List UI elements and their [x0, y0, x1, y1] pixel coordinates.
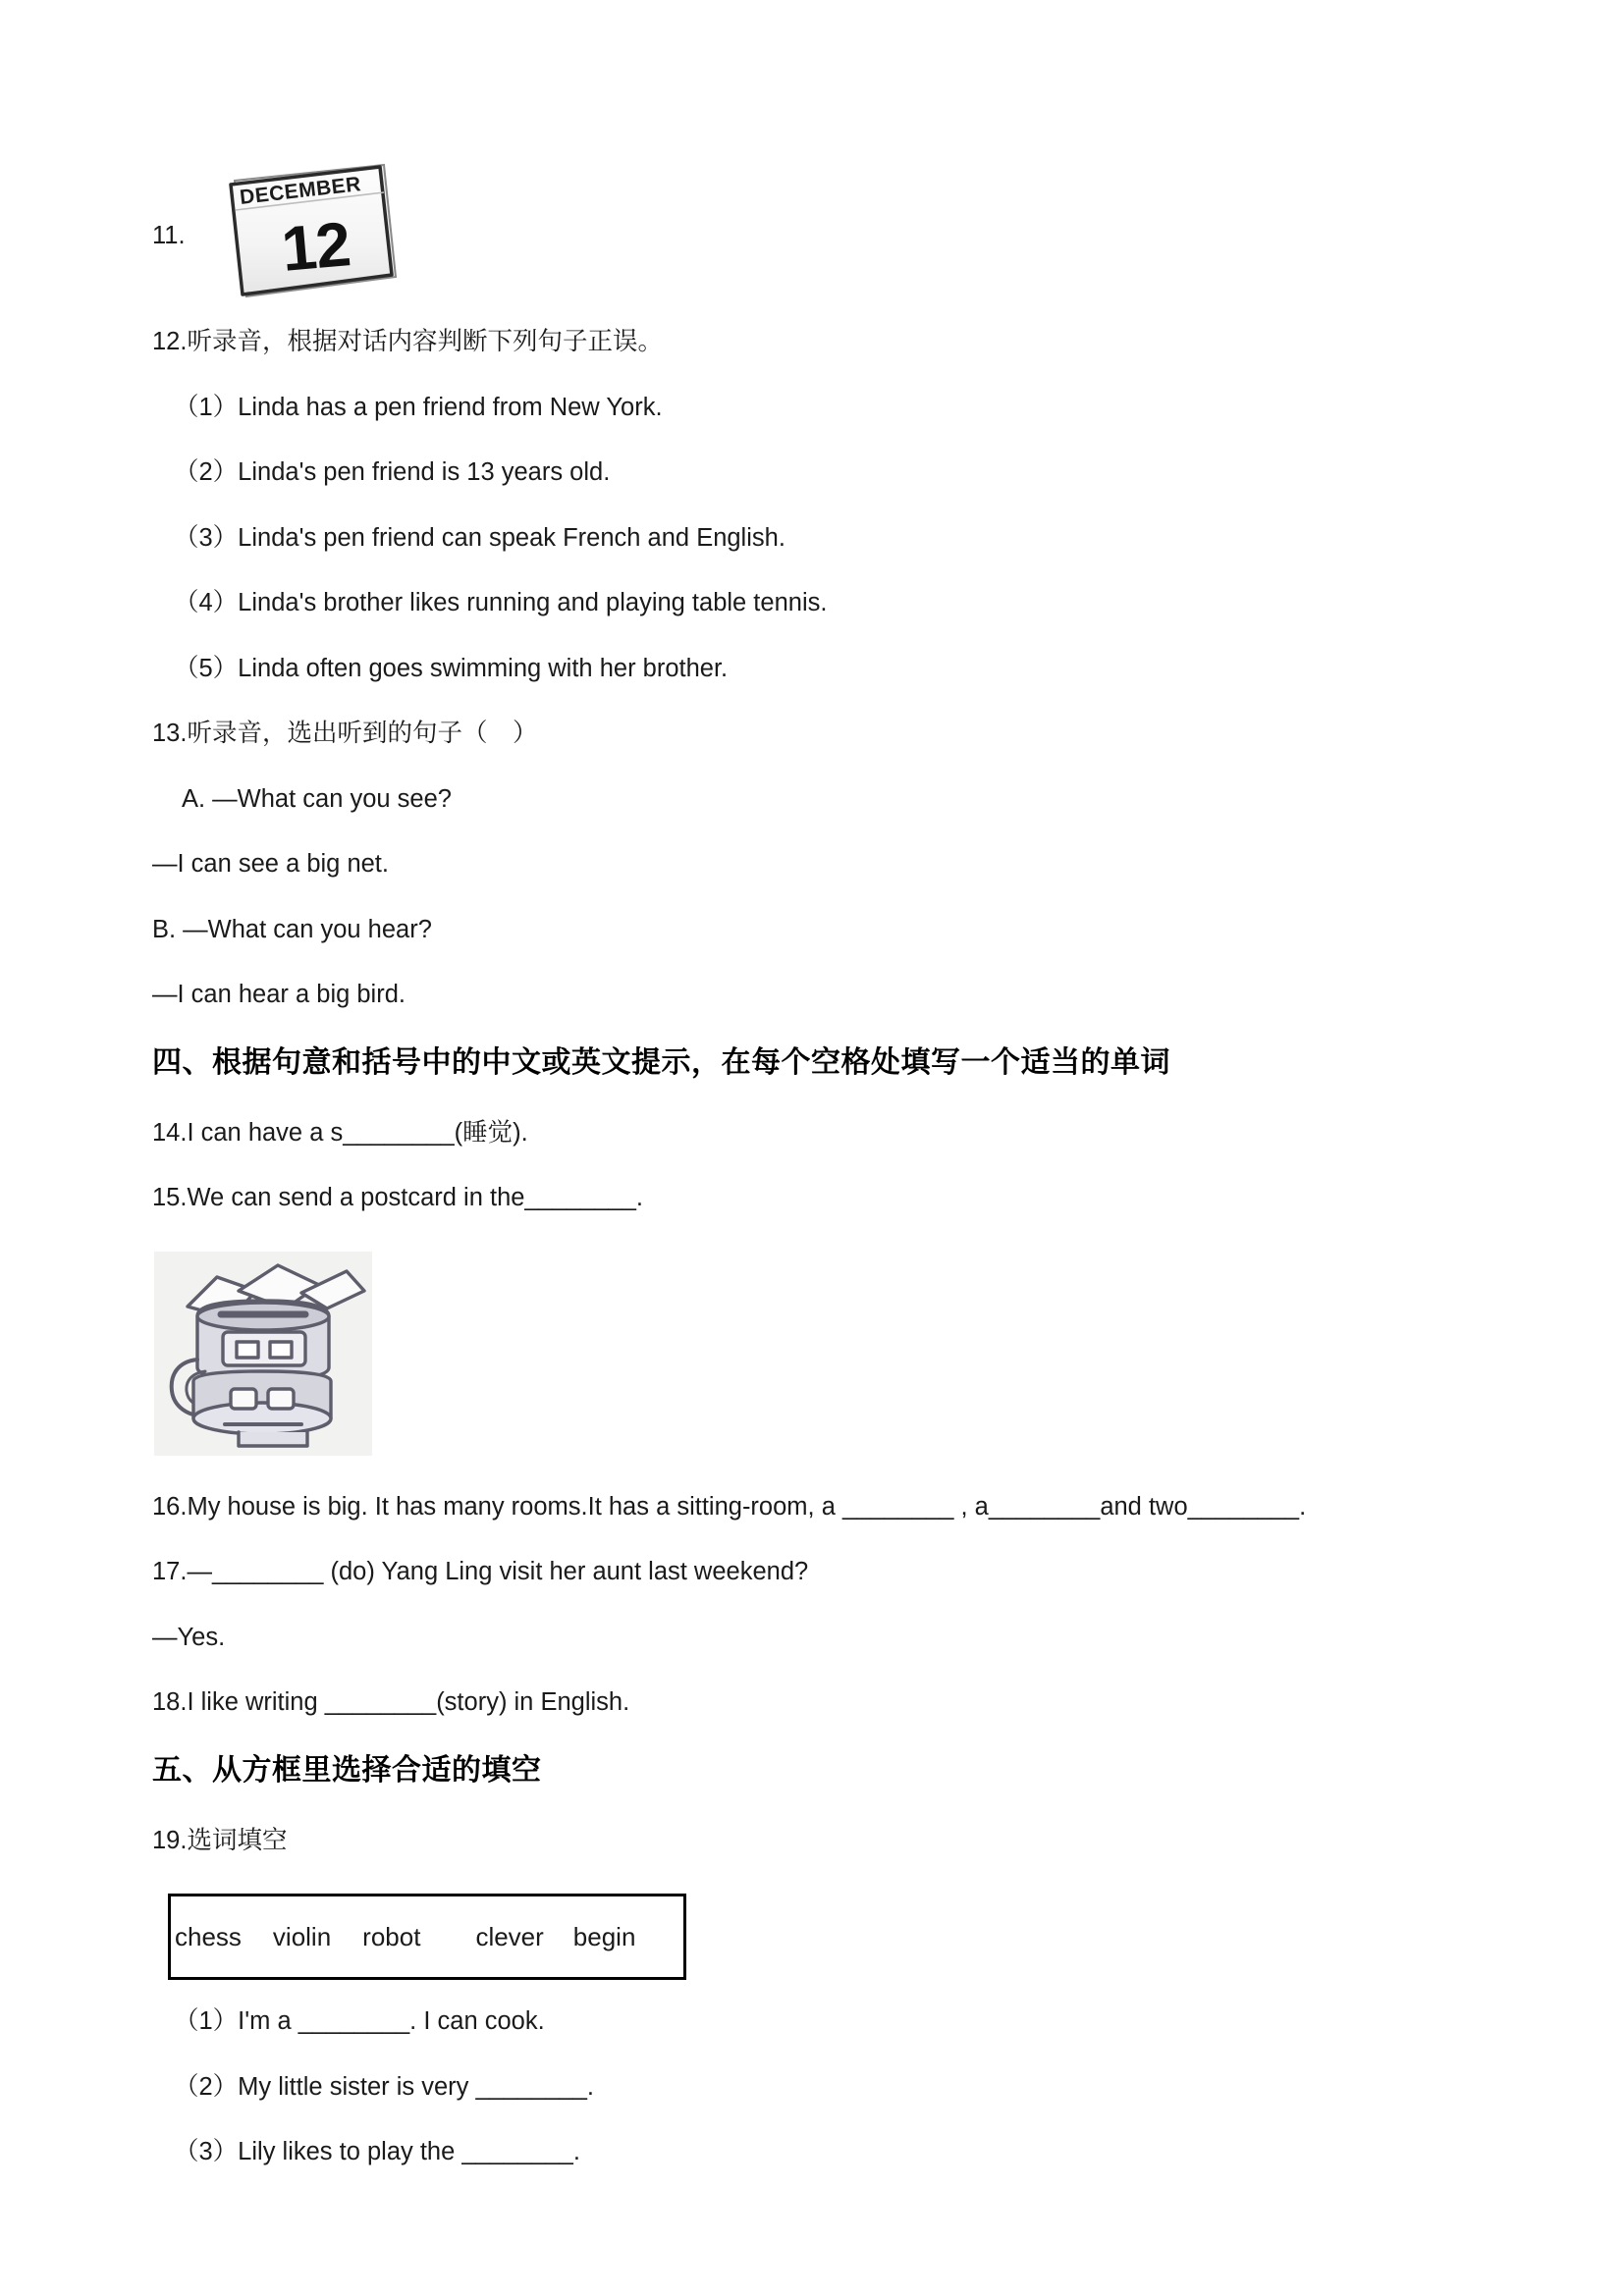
question-14: 14.I can have a s________(睡觉). [152, 1118, 528, 1147]
question-12-sub-5: （5）Linda often goes swimming with her brother. [174, 654, 729, 682]
question-19-sub-3: （3）Lily likes to play the ________. [174, 2138, 580, 2165]
word-bank-box [168, 1894, 686, 1980]
question-13-option-b: B. —What can you hear? [152, 915, 432, 943]
svg-text:12: 12 [278, 208, 353, 285]
question-11 [152, 147, 1468, 304]
word-bank-item-violin: violin [272, 1921, 332, 1951]
section-four-heading: 四、根据句意和括号中的中文或英文提示，在每个空格处填写一个适当的单词 [152, 1045, 1170, 1079]
section-five-heading: 五、从方框里选择合适的填空 [152, 1753, 542, 1787]
page-content [152, 147, 1468, 2206]
word-bank-item-chess: chess [175, 1921, 242, 1951]
calendar-icon [223, 155, 405, 300]
question-17-line-2: —Yes. [152, 1623, 226, 1651]
mailbox-icon [154, 1252, 372, 1456]
question-19-sub-2: （2）My little sister is very ________. [174, 2072, 594, 2101]
question-18: 18.I like writing ________(story) in English. [152, 1688, 630, 1716]
question-12-sub-4: （4）Linda's brother likes running and playing table tennis. [174, 589, 828, 616]
question-12-sub-1: （1）Linda has a pen friend from New York. [174, 393, 663, 421]
word-bank-item-begin: begin [572, 1921, 636, 1951]
question-17-line-1: 17.—________ (do) Yang Ling visit her aunt last weekend? [152, 1558, 809, 1585]
question-15: 15.We can send a postcard in the________. [152, 1184, 643, 1211]
question-12-sub-2: （2）Linda's pen friend is 13 years old. [174, 458, 611, 486]
question-12-sub-3: （3）Linda's pen friend can speak French and English. [174, 523, 785, 552]
question-13-option-b-answer: —I can hear a big bird. [152, 981, 406, 1008]
svg-text:DECEMBER: DECEMBER [238, 173, 362, 209]
question-16: 16.My house is big. It has many rooms.It has a sitting-room, a ________ , a________and two________. [152, 1492, 1307, 1521]
word-bank-item-robot: robot [362, 1921, 421, 1951]
word-bank-item-clever: clever [475, 1921, 544, 1951]
question-13-prompt: 13.听录音，选出听到的句子（ ） [152, 720, 538, 747]
question-12-prompt: 12.听录音，根据对话内容判断下列句子正误。 [152, 328, 663, 355]
question-19-prompt: 19.选词填空 [152, 1826, 288, 1854]
question-13-option-a: A. —What can you see? [182, 784, 452, 813]
question-11-number: 11. [152, 222, 186, 249]
question-13-option-a-answer: —I can see a big net. [152, 850, 389, 878]
question-19-sub-1: （1）I'm a ________. I can cook. [174, 2007, 545, 2035]
